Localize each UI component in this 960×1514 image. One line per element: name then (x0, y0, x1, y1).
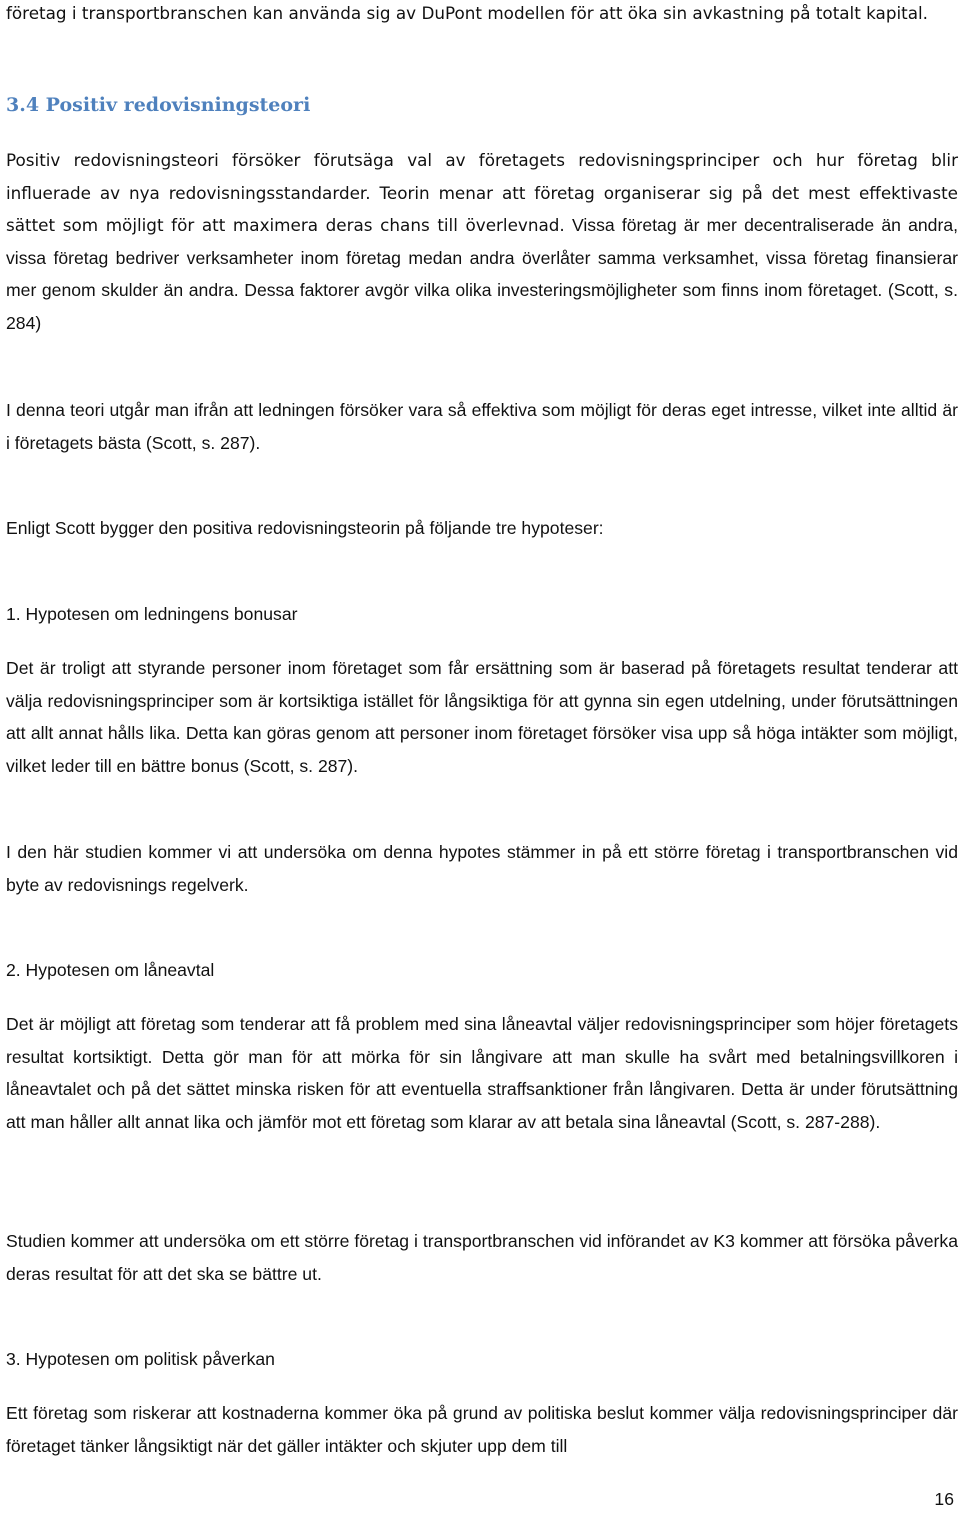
paragraph-hypothesis-1: Det är troligt att styrande personer inom företaget som får ersättning som är baserad på företagets resultat tenderar att välja redovisningsprinciper som är kortsiktiga istället för långsiktiga för att gynna sin egen utdelning, under förutsättningen att allt annat hålls lika. Detta kan göras genom att personer inom företaget försöker visa upp så höga intäkter som möjligt, vilket leder till en bättre bonus (Scott, s. 287). (6, 658, 958, 776)
paragraph-study-hypothesis-1: I den här studien kommer vi att undersöka om denna hypotes stämmer in på ett större företag i transportbranschen vid byte av redovisnings regelverk. (6, 842, 958, 895)
hypothesis-1-heading: 1. Hypotesen om ledningens bonusar (6, 604, 298, 624)
paragraph-study-hypothesis-2: Studien kommer att undersöka om ett större företag i transportbranschen vid införandet av K3 kommer att försöka påverka deras resultat för att det ska se bättre ut. (6, 1231, 958, 1284)
paragraph-part-a: Positiv redovisningsteori försöker förutsäga val av företagets redovisningsprinciper och hur företag blir influerade av nya redovisningsstandarder. Teorin menar att företag organiserar sig på det mest effektivaste sättet som möjligt för att maximera deras chans till överlevnad. (6, 150, 958, 235)
paragraph-management-interest: I denna teori utgår man ifrån att ledningen försöker vara så effektiva som möjligt för deras eget intresse, vilket inte alltid är i företagets bästa (Scott, s. 287). (6, 400, 958, 453)
hypothesis-3-heading: 3. Hypotesen om politisk påverkan (6, 1349, 275, 1369)
paragraph-hypotheses-intro: Enligt Scott bygger den positiva redovisningsteorin på följande tre hypoteser: (6, 518, 604, 538)
paragraph-hypothesis-3: Ett företag som riskerar att kostnaderna kommer öka på grund av politiska beslut kommer välja redovisningsprinciper där företaget tänker långsiktigt när det gäller intäkter och skjuter upp dem till (6, 1403, 958, 1456)
hypothesis-2-heading: 2. Hypotesen om låneavtal (6, 960, 215, 980)
section-heading-3-4: 3.4 Positiv redovisningsteori (6, 94, 311, 116)
paragraph-hypothesis-2: Det är möjligt att företag som tenderar att få problem med sina låneavtal väljer redovisningsprinciper som höjer företagets resultat kortsiktigt. Detta gör man för att mörka för sin långivare att man skulle ha svårt med betalningsvillkoren i låneavtalet och på det sättet minska risken för att eventuella straffsanktioner från långivaren. Detta är under förutsättning att man håller allt annat lika och jämför mot ett företag som klarar av att betala sina låneavtal (Scott, s. 287-288). (6, 1014, 958, 1132)
page-number: 16 (934, 1489, 954, 1509)
paragraph-part-b: Vissa företag är mer decentraliserade än andra, vissa företag bedriver verksamheter inom företag medan andra överlåter samma verksamhet, vissa företag finansierar mer genom skulder än andra. Dessa faktorer avgör vilka olika investeringsmöjligheter som finns inom företaget. (Scott, s. 284) (6, 215, 958, 333)
paragraph-positive-accounting-theory (6, 144, 958, 339)
paragraph-intro: företag i transportbranschen kan använda sig av DuPont modellen för att öka sin avkastning på totalt kapital. (6, 3, 929, 23)
